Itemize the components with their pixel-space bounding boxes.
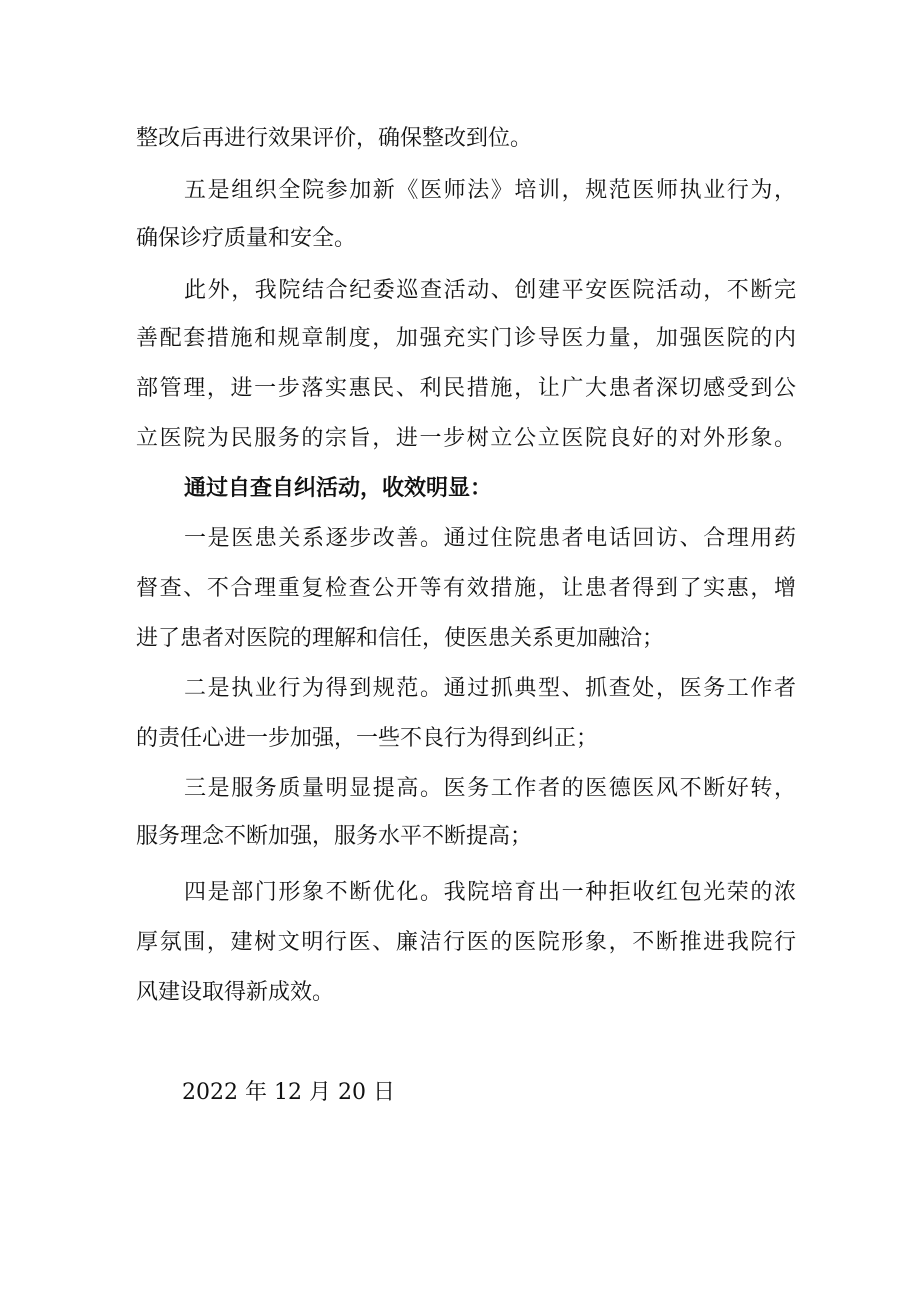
section-heading: 通过自查自纠活动，收效明显：: [184, 476, 493, 501]
paragraph-line: 此外，我院结合纪委巡查活动、创建平安医院活动，不断完: [184, 278, 796, 303]
paragraph-line: 厚氛围，建树文明行医、廉洁行医的医院形象，不断推进我院行: [136, 930, 796, 955]
paragraph-line: 确保诊疗质量和安全。: [136, 226, 357, 251]
paragraph-line: 部管理，进一步落实惠民、利民措施，让广大患者深切感受到公: [136, 376, 796, 401]
paragraph-line: 善配套措施和规章制度，加强充实门诊导医力量，加强医院的内: [136, 326, 796, 351]
paragraph-line: 进了患者对医院的理解和信任，使医患关系更加融洽；: [136, 626, 665, 651]
paragraph-line: 立医院为民服务的宗旨，进一步树立公立医院良好的对外形象。: [136, 426, 796, 451]
paragraph-line: 三是服务质量明显提高。医务工作者的医德医风不断好转，: [184, 776, 796, 801]
paragraph-line: 四是部门形象不断优化。我院培育出一种拒收红包光荣的浓: [184, 880, 796, 905]
paragraph-line: 整改后再进行效果评价，确保整改到位。: [136, 126, 533, 151]
document-date: 2022 年 12 月 20 日: [182, 1080, 395, 1105]
paragraph-line: 二是执业行为得到规范。通过抓典型、抓查处，医务工作者: [184, 676, 796, 701]
paragraph-line: 风建设取得新成效。: [136, 980, 335, 1005]
paragraph-line: 的责任心进一步加强，一些不良行为得到纠正；: [136, 726, 599, 751]
paragraph-line: 一是医患关系逐步改善。通过住院患者电话回访、合理用药: [184, 526, 796, 551]
paragraph-line: 五是组织全院参加新《医师法》培训，规范医师执业行为，: [184, 178, 796, 203]
paragraph-line: 督查、不合理重复检查公开等有效措施，让患者得到了实惠，增: [136, 576, 796, 601]
paragraph-line: 服务理念不断加强，服务水平不断提高；: [136, 824, 533, 849]
